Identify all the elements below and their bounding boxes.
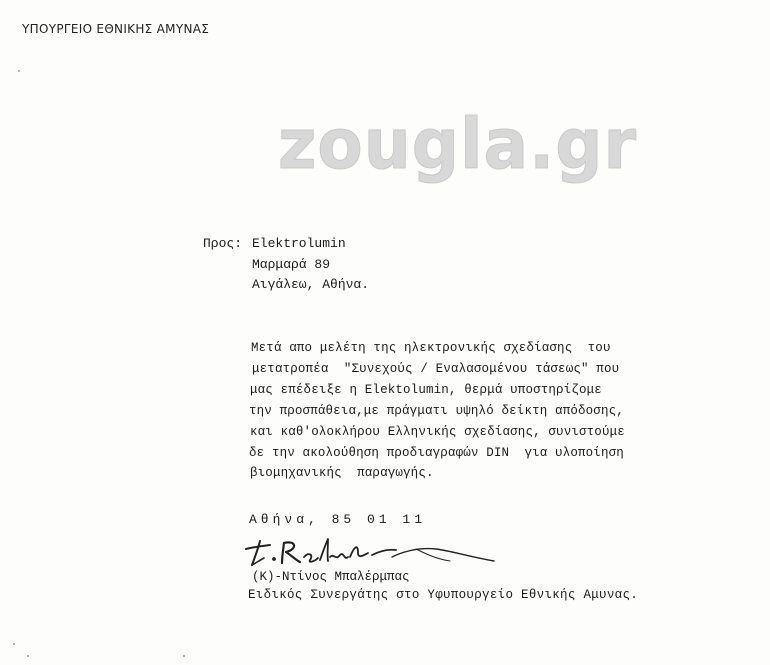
scan-speck xyxy=(18,70,20,72)
recipient-line-1: Elektrolumin xyxy=(252,236,346,251)
recipient-label: Προς: xyxy=(203,236,243,251)
body-line-3: μας επέδειξε η Elektolumin, θερμά υποστηρίζομε xyxy=(250,383,602,397)
scan-speck xyxy=(27,655,29,657)
watermark: zougla.gr xyxy=(278,104,638,185)
body-line-7: βιομηχανικής παραγωγής. xyxy=(250,466,434,480)
recipient-line-2: Μαρμαρά 89 xyxy=(252,257,331,272)
body-line-2: μετατροπέα "Συνεχούς / Εναλασομένου τάσεως" που xyxy=(252,362,620,376)
ministry-header: ΥΠΟΥΡΓΕΙΟ ΕΘΝΙΚΗΣ ΑΜΥΝΑΣ xyxy=(22,22,210,36)
body-line-4: την προσπάθεια,με πράγματι υψηλό δείκτη απόδοσης, xyxy=(249,404,624,418)
recipient-line-3: Αιγάλεω, Αθήνα. xyxy=(252,277,370,292)
signer-role: Ειδικός Συνεργάτης στο Υφυπουργείο Εθνικής Αμυνας. xyxy=(248,588,639,602)
body-line-6: δε την ακολούθηση προδιαγραφών DIN για υλοποίηση xyxy=(249,446,624,460)
letter-date: Αθήνα, 85 01 11 xyxy=(249,512,427,527)
signer-name: (Κ)-Ντίνος Μπαλέρμπας xyxy=(252,570,410,584)
scan-speck xyxy=(13,643,15,645)
body-line-5: και καθ'ολοκλήρου Ελληνικής σχεδίασης, συνιστούμε xyxy=(250,425,625,439)
body-line-1: Μετά απο μελέτη της ηλεκτρονικής σχεδίασης του xyxy=(251,341,611,355)
scan-speck xyxy=(183,655,185,657)
